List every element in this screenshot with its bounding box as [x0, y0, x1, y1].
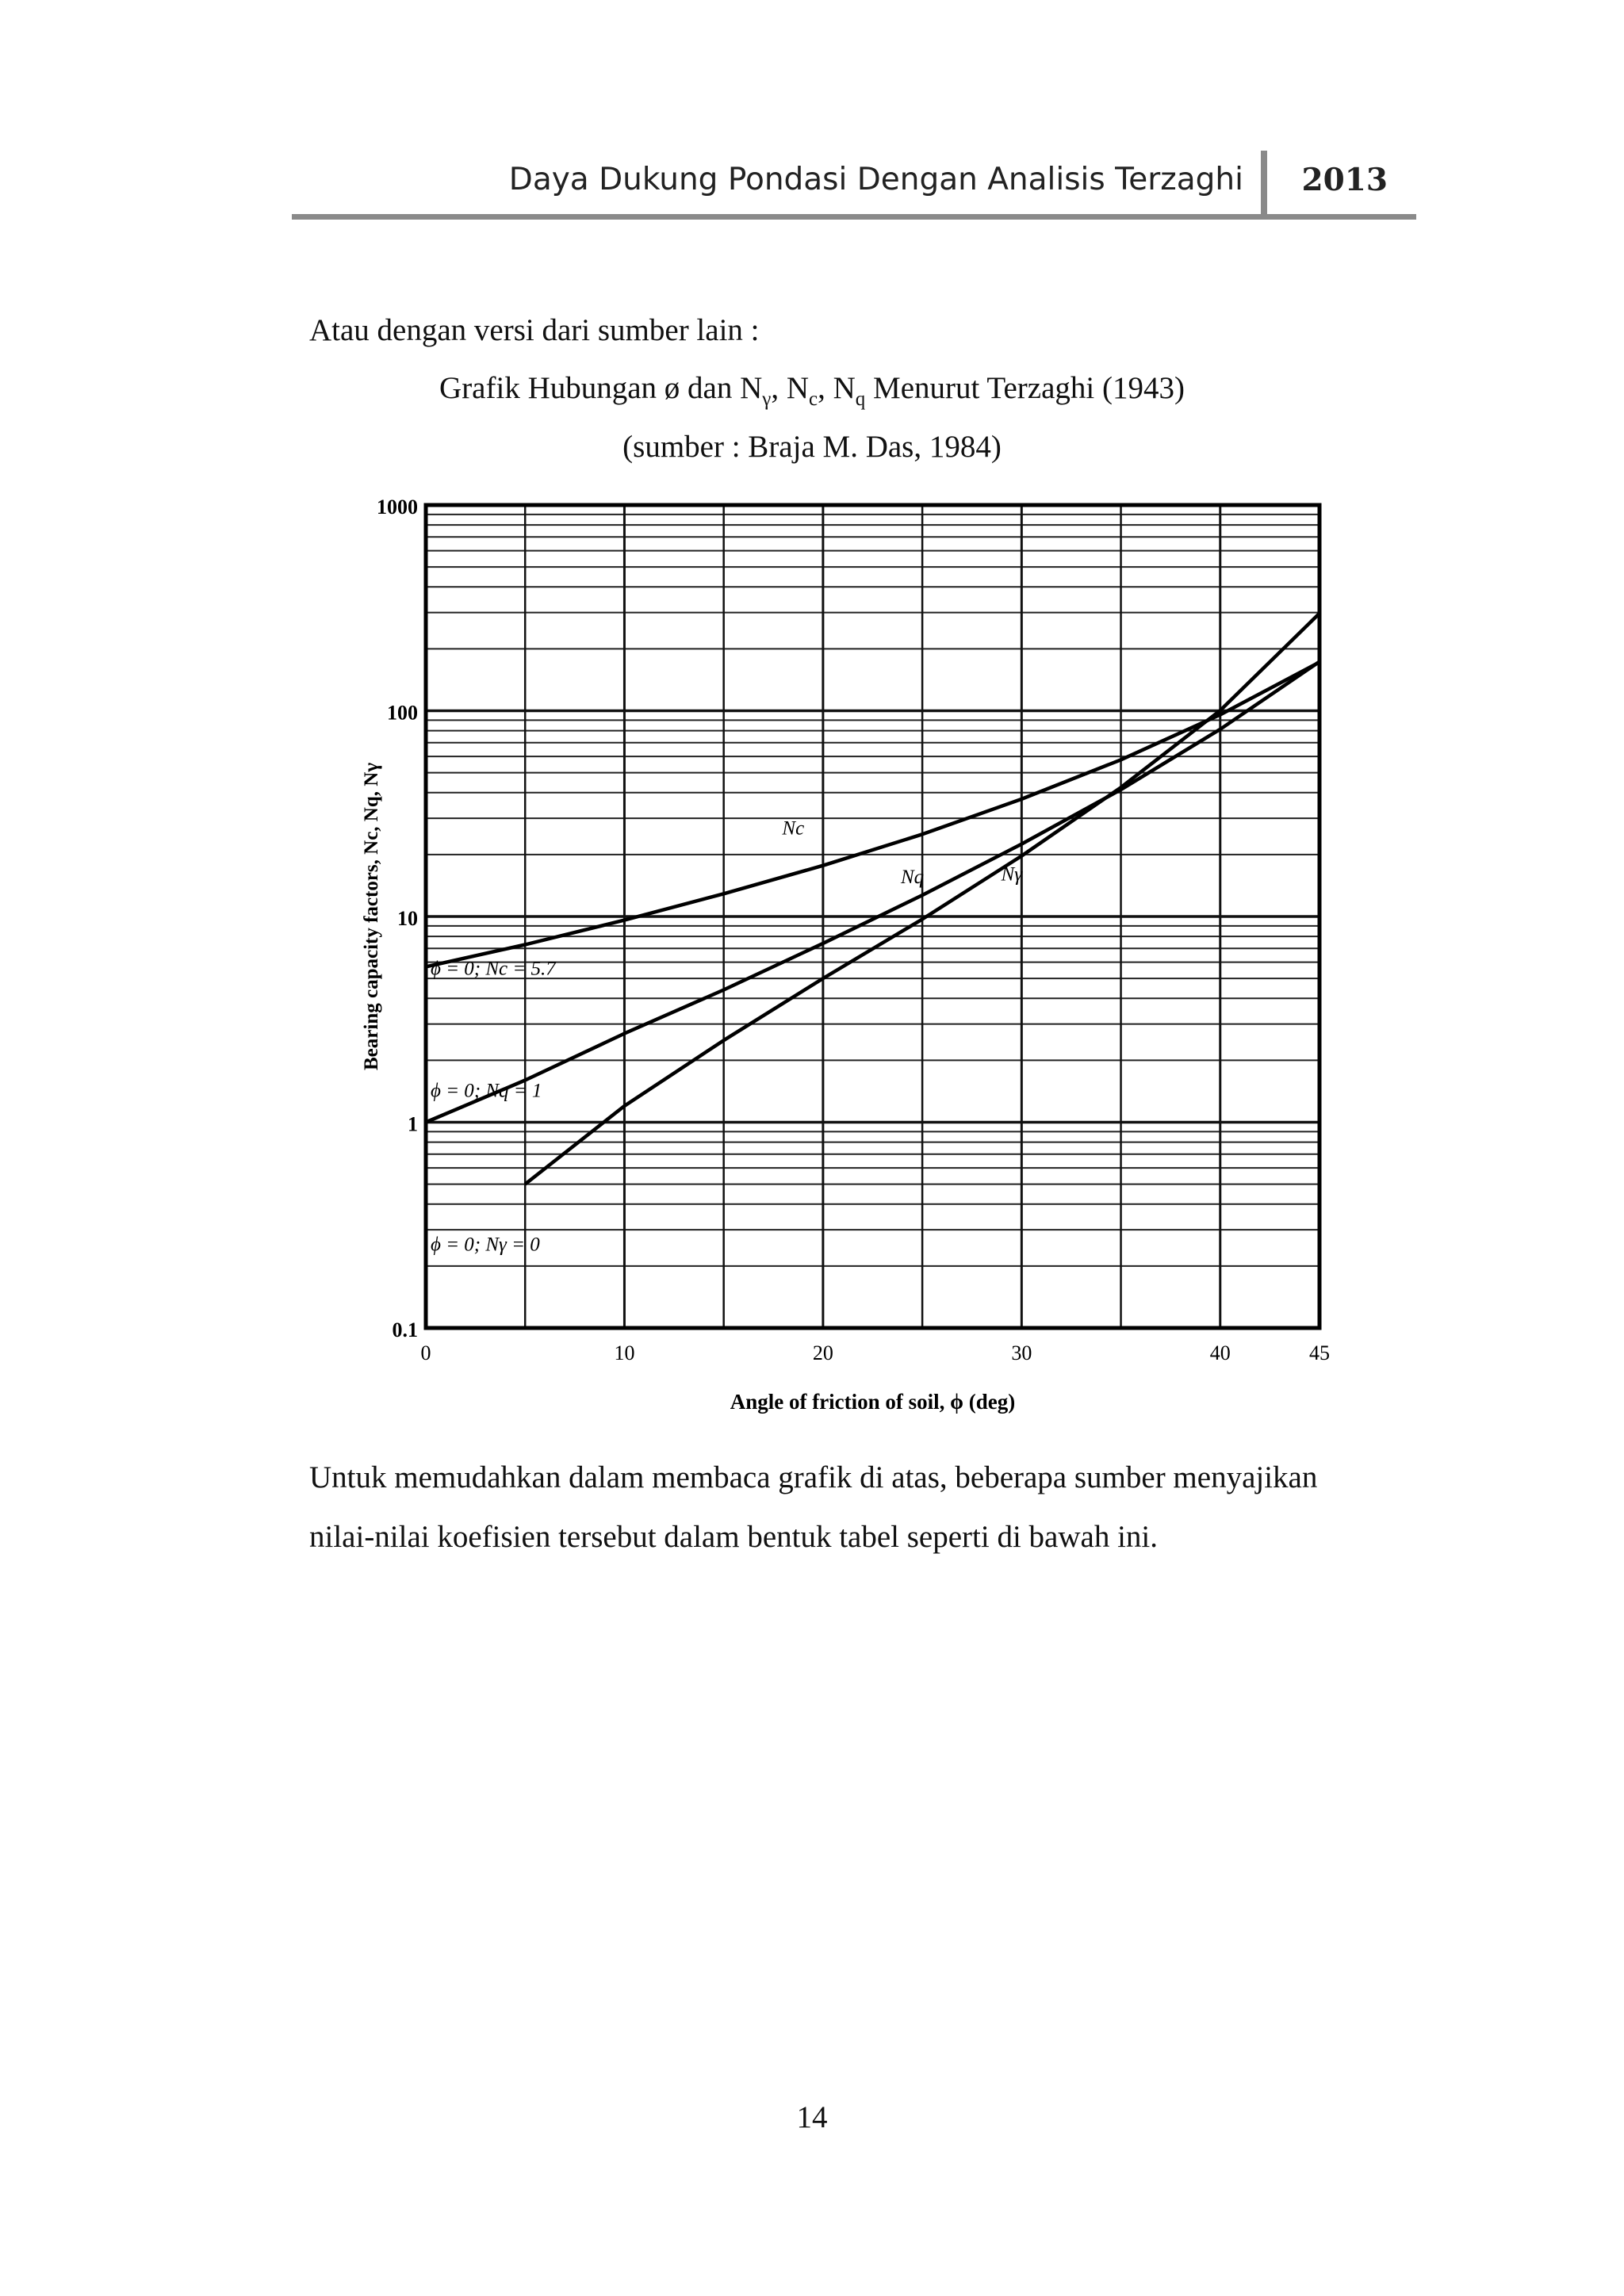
header-separator	[1261, 151, 1267, 216]
x-tick-label: 45	[1309, 1341, 1330, 1364]
curve-label: Nγ	[1001, 863, 1023, 886]
header-year: 2013	[1301, 162, 1388, 198]
y-tick-label: 1	[408, 1112, 418, 1136]
curve-label: Nc	[782, 817, 805, 840]
body-paragraph-line-2: nilai-nilai koefisien tersebut dalam bentuk tabel seperti di bawah ini.	[309, 1520, 1159, 1554]
x-tick-label: 40	[1209, 1341, 1231, 1364]
x-tick-label: 0	[420, 1341, 431, 1364]
figure-caption: Grafik Hubungan ø dan $N_\gamma$, $N_c$, $N_q$ Menurut Terzaghi (1943)	[439, 371, 1185, 410]
header-title: Daya Dukung Pondasi Dengan Analisis Terzaghi	[508, 162, 1243, 197]
figure-source: (sumber : Braja M. Das, 1984)	[622, 430, 1002, 464]
x-axis-label: Angle of friction of soil, ϕ (deg)	[730, 1390, 1016, 1414]
bearing-capacity-chart	[349, 476, 1348, 1435]
chart-svg	[349, 476, 1348, 1435]
page-header	[292, 151, 1416, 222]
x-tick-label: 10	[614, 1341, 635, 1364]
x-tick-label: 20	[812, 1341, 833, 1364]
y-tick-label: 100	[387, 701, 418, 725]
y-tick-label: 1000	[377, 496, 418, 519]
annotation-label: ϕ = 0; Nc = 5.7	[431, 958, 556, 980]
x-tick-label: 30	[1011, 1341, 1032, 1364]
y-tick-label: 10	[397, 907, 418, 930]
y-axis-label: Bearing capacity factors, Nc, Nq, Nγ	[361, 762, 382, 1071]
curve-label: Nq	[900, 867, 925, 889]
page-number: 14	[796, 2100, 828, 2134]
body-paragraph-line-1: Untuk memudahkan dalam membaca grafik di atas, beberapa sumber menyajikan	[309, 1460, 1318, 1494]
header-rule	[292, 214, 1416, 220]
annotation-label: ϕ = 0; Nγ = 0	[431, 1234, 540, 1256]
y-tick-label: 0.1	[392, 1318, 418, 1341]
annotation-label: ϕ = 0; Nq = 1	[431, 1080, 542, 1102]
intro-text: Atau dengan versi dari sumber lain :	[309, 313, 760, 347]
